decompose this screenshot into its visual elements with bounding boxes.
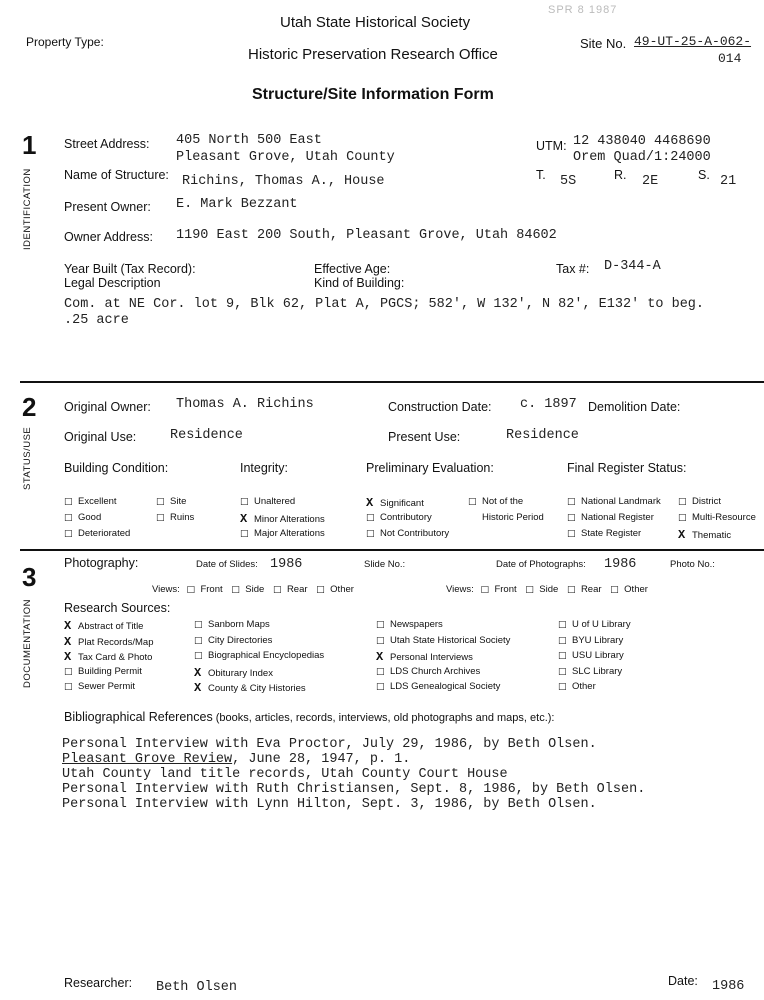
integrity-label: Integrity: [240,461,288,475]
src-building-permit: □ Building Permit [64,666,142,677]
src-uofu: □ U of U Library [558,619,631,630]
section-1-number: 1 [22,130,37,160]
site-no-label: Site No. [580,36,627,51]
src-usu: □ USU Library [558,650,624,661]
section-1-vlabel: IDENTIFICATION [22,168,33,250]
src-abstract: X Abstract of Title [64,619,144,633]
research-sources-label: Research Sources: [64,601,171,615]
divider-2 [20,549,764,551]
quad-value: Orem Quad/1:24000 [573,150,711,165]
final-multi-resource: □ Multi-Resource [678,512,756,523]
src-lds-genealogical: □ LDS Genealogical Society [376,681,501,692]
street-address-line-2: Pleasant Grove, Utah County [176,150,395,165]
property-type-label: Property Type: [26,35,104,49]
present-use: Residence [506,428,579,443]
prelim-not-contributory: □ Not Contributory [366,528,450,539]
final-state-register: □ State Register [567,528,642,539]
src-taxcard: X Tax Card & Photo [64,650,153,664]
original-owner: Thomas A. Richins [176,397,314,412]
section-2-number: 2 [22,392,37,422]
final-district: □ District [678,496,722,507]
owner-address: 1190 East 200 South, Pleasant Grove, Utah 84602 [176,228,557,243]
utm-label: UTM: [536,139,567,153]
bibliography-label: Bibliographical References (books, articles, records, interviews, old photographs and maps, etc.): [64,710,555,724]
legal-description-line-1: Com. at NE Cor. lot 9, Blk 62, Plat A, PGCS; 582', W 132', N 82', E132' to beg. [64,297,705,312]
office-name: Historic Preservation Research Office [248,46,498,63]
construction-date-label: Construction Date: [388,400,492,414]
section-2-vlabel: STATUS/USE [22,426,33,490]
src-sewer-permit: □ Sewer Permit [64,681,136,692]
prelim-contributory: □ Contributory [366,512,432,523]
reference-5: Personal Interview with Lynn Hilton, Sept. 3, 1986, by Beth Olsen. [62,797,597,812]
src-obituary: X Obiturary Index [194,666,273,680]
section-value: 21 [720,174,737,189]
final-register-status-label: Final Register Status: [567,461,687,475]
src-other: □ Other [558,681,596,692]
original-use: Residence [170,428,243,443]
utm-value: 12 438040 4468690 [573,134,711,149]
structure-name-label: Name of Structure: [64,168,169,182]
township-value: 5S [560,174,577,189]
src-county-histories: X County & City Histories [194,681,306,695]
researcher-name: Beth Olsen [156,980,238,995]
street-address-line-1: 405 North 500 East [176,133,322,148]
researcher-label: Researcher: [64,976,133,990]
effective-age-label: Effective Age: [314,262,391,276]
cond-ruins: □ Ruins [156,512,195,523]
present-use-label: Present Use: [388,430,461,444]
prelim-not-of-the: □ Not of the [468,496,524,507]
construction-date: c. 1897 [520,397,577,412]
legal-description-line-2: .25 acre [64,313,129,328]
src-byu: □ BYU Library [558,635,624,646]
reference-4: Personal Interview with Ruth Christiansen, Sept. 8, 1986, by Beth Olsen. [62,782,646,797]
divider-1 [20,381,764,383]
original-use-label: Original Use: [64,430,137,444]
preliminary-evaluation-label: Preliminary Evaluation: [366,461,494,475]
src-sanborn: □ Sanborn Maps [194,619,270,630]
tax-number-label: Tax #: [556,262,590,276]
src-city-dir: □ City Directories [194,635,273,646]
src-lds-archives: □ LDS Church Archives [376,666,481,677]
src-slc: □ SLC Library [558,666,623,677]
range-label: R. [614,168,627,182]
integrity-unaltered: □ Unaltered [240,496,296,507]
prelim-historic-period: Historic Period [482,512,544,523]
photos-views: Views: □ Front □ Side □ Rear □ Other [446,584,648,595]
slide-no-label: Slide No.: [364,559,406,570]
owner-address-label: Owner Address: [64,230,153,244]
form-title: Structure/Site Information Form [252,86,494,103]
slides-date-label: Date of Slides: [196,559,258,570]
cond-good: □ Good [64,512,102,523]
site-no-value-2: 014 [718,51,742,66]
street-address-label: Street Address: [64,137,150,151]
final-national-register: □ National Register [567,512,654,523]
cond-excellent: □ Excellent [64,496,117,507]
stamp: SPR 8 1987 [548,4,618,16]
reference-2: Pleasant Grove Review, June 28, 1947, p. 1. [62,752,411,767]
integrity-major: □ Major Alterations [240,528,325,539]
date-label: Date: [668,974,698,988]
integrity-minor: X Minor Alterations [240,512,325,526]
final-national-landmark: □ National Landmark [567,496,661,507]
kind-of-building-label: Kind of Building: [314,276,405,290]
structure-name: Richins, Thomas A., House [182,174,385,189]
legal-description-label: Legal Description [64,276,161,290]
range-value: 2E [642,174,659,189]
org-name: Utah State Historical Society [280,14,471,31]
present-owner: E. Mark Bezzant [176,197,298,212]
tax-number: D-344-A [604,259,661,274]
photo-no-label: Photo No.: [670,559,715,570]
present-owner-label: Present Owner: [64,200,151,214]
township-label: T. [536,168,546,182]
cond-deteriorated: □ Deteriorated [64,528,131,539]
slides-date: 1986 [270,557,303,572]
reference-3: Utah County land title records, Utah County Court House [62,767,508,782]
building-condition-label: Building Condition: [64,461,169,475]
src-bio-enc: □ Biographical Encyclopedias [194,650,325,661]
slides-views: Views: □ Front □ Side □ Rear □ Other [152,584,354,595]
demolition-date-label: Demolition Date: [588,400,681,414]
src-plat: X Plat Records/Map [64,635,154,649]
final-thematic: X Thematic [678,528,732,542]
photos-date: 1986 [604,557,637,572]
src-newspapers: □ Newspapers [376,619,443,630]
section-3-number: 3 [22,562,37,592]
src-ushs: □ Utah State Historical Society [376,635,511,646]
prelim-significant: X Significant [366,496,424,510]
date-value: 1986 [712,979,745,994]
photography-label: Photography: [64,556,139,570]
src-interviews: X Personal Interviews [376,650,473,664]
reference-1: Personal Interview with Eva Proctor, July 29, 1986, by Beth Olsen. [62,737,597,752]
photos-date-label: Date of Photographs: [496,559,586,570]
year-built-label: Year Built (Tax Record): [64,262,196,276]
section-label: S. [698,168,710,182]
section-3-vlabel: DOCUMENTATION [22,598,33,688]
original-owner-label: Original Owner: [64,400,151,414]
site-no-value: 49-UT-25-A-062- [634,34,752,49]
cond-site: □ Site [156,496,187,507]
